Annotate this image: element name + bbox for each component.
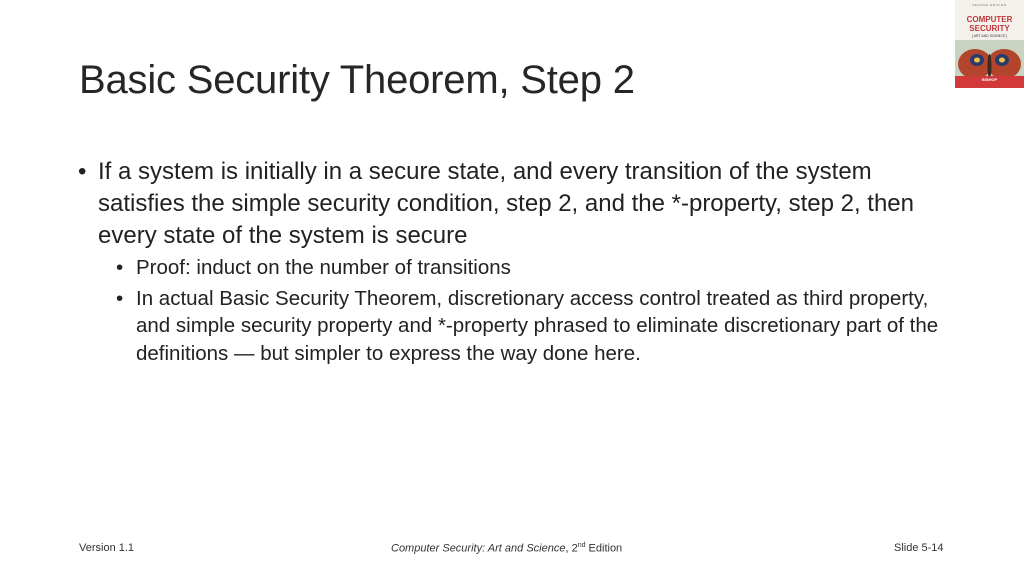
bullet-level2 xyxy=(78,254,958,282)
edition-prefix: , 2 xyxy=(565,542,578,555)
bullet-text: If a system is initially in a secure state, and every transition of the system satisfies the simple security condition, step 2, and the *-property, step 2, then every state of the system is secure xyxy=(98,158,914,249)
sub-bullet-list xyxy=(78,254,958,367)
slide-content xyxy=(78,156,958,370)
edition-suffix: Edition xyxy=(585,542,623,555)
slide-title: Basic Security Theorem, Step 2 xyxy=(79,58,635,102)
book-title: Computer Security: Art and Science xyxy=(391,542,566,555)
cover-title-line2: SECURITY xyxy=(969,24,1010,33)
sub-bullet-text: Proof: induct on the number of transitions xyxy=(136,256,511,279)
bullet-level2 xyxy=(78,285,958,368)
bullet-level1 xyxy=(78,156,958,252)
cover-author: BISHOP xyxy=(981,77,998,82)
bullet-dot-icon: • xyxy=(116,286,124,310)
bullet-dot-icon: • xyxy=(116,256,124,279)
footer-version: Version 1.1 xyxy=(79,542,135,554)
footer-book-title xyxy=(391,542,622,555)
edition-superscript: nd xyxy=(577,542,586,549)
cover-title-line1: COMPUTER xyxy=(966,15,1013,24)
book-cover-image xyxy=(955,0,1024,88)
cover-edition: SECOND EDITION xyxy=(972,3,1007,7)
cover-subtitle: [ ART AND SCIENCE ] xyxy=(971,34,1008,38)
sub-bullet-text: In actual Basic Security Theorem, discretionary access control treated as third property, and simple security property and *-property phrased to eliminate discretionary part of the definitions — but simpler to express the way done here. xyxy=(136,286,939,365)
cover-title xyxy=(955,15,1024,33)
bullet-dot-icon: • xyxy=(78,158,87,185)
slide-number: Slide 5-14 xyxy=(894,542,944,554)
